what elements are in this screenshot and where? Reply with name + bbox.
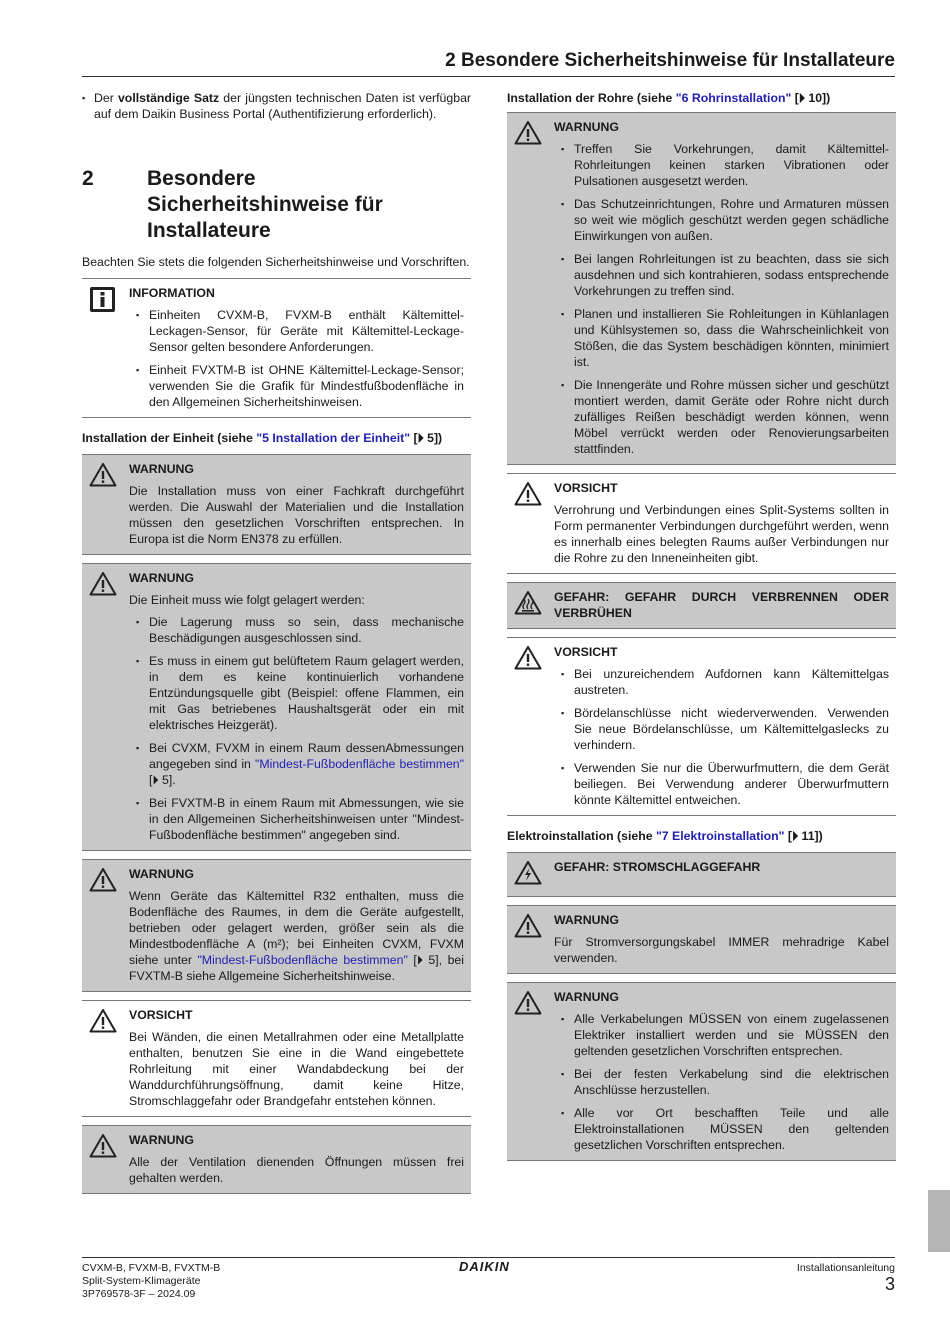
- caution-label: VORSICHT: [129, 1008, 193, 1022]
- danger-label: GEFAHR: STROMSCHLAGGEFAHR: [554, 860, 761, 874]
- chapter-heading: [82, 166, 471, 244]
- warning-icon: [514, 119, 554, 457]
- warning-item: ▪ Bei der festen Verkabelung sind die elektrischen Anschlüsse herzustellen.: [554, 1066, 889, 1098]
- warning-item: ▪ Es muss in einem gut belüftetem Raum gelagert werden, in dem es keine kontinuierlich vorhandene Entzündungsquelle gibt (Beispiel: offene Flammen, ein mit Gas betriebenes Haushaltsgerät oder ein mit elektrisches Heizgerät).: [129, 653, 464, 733]
- chapter-title: Besondere Sicherheitshinweise für Installateure: [147, 167, 383, 242]
- warning-item: ▪ Treffen Sie Vorkehrungen, damit Kältemittel-Rohrleitungen keinen starken Vibrationen oder Pulsationen ausgesetzt werden.: [554, 141, 889, 189]
- right-column: [507, 90, 896, 1169]
- section-heading-suffix: [⏵ 11]): [784, 829, 823, 843]
- info-item: ▪ Einheit FVXTM-B ist OHNE Kältemittel-Leckage-Sensor; verwenden Sie die Grafik für Mindestfußbodenfläche in den Allgemeinen Sicherheitshinweisen.: [129, 362, 464, 410]
- section-heading-prefix: Elektroinstallation (siehe: [507, 829, 656, 843]
- warning-icon: [89, 570, 129, 843]
- footer-product-info: [82, 1262, 220, 1301]
- warning-label: WARNUNG: [129, 571, 194, 585]
- warning-icon: [514, 989, 554, 1153]
- caution-icon: [89, 1007, 129, 1109]
- link-pipe-installation[interactable]: "6 Rohrinstallation": [675, 91, 792, 105]
- caution-text: Bei Wänden, die einen Metallrahmen oder eine Metallplatte enthalten, benutzen Sie eine in die Wand eingebettete Rohrleitung mit einer Wandabdeckung bei der Wanddurchführungsöffnung, damit keine Hitze, Stromschlaggefahr oder Brandgefahr entstehen können.: [129, 1030, 464, 1108]
- warning-text-suffix: [⏵ 5], bei FVXTM-B siehe Allgemeine Sicherheitshinweise.: [129, 953, 464, 983]
- footer-models: CVXM-B, FVXM-B, FVXTM-B: [82, 1262, 221, 1274]
- electric-shock-icon: [514, 859, 554, 889]
- section-heading-electrical-installation: [507, 828, 896, 844]
- warning-item: ▪ Alle Verkabelungen MÜSSEN von einem zugelassenen Elektriker installiert werden und sie MÜSSEN den geltenden gesetzlichen Vorschriften entsprechen.: [554, 1011, 889, 1059]
- hot-surface-icon: [514, 589, 554, 621]
- warning-item-text: Bei CVXM, FVXM in einem Raum dessenAbmessungen angegeben sind in: [149, 741, 464, 771]
- warning-box: [82, 563, 471, 851]
- warning-box: [82, 454, 471, 555]
- warning-box: [82, 1125, 471, 1194]
- daikin-logo: DAIKIN: [459, 1259, 510, 1274]
- warning-label: WARNUNG: [554, 120, 619, 134]
- caution-item: ▪ Bördelanschlüsse nicht wiederverwenden. Verwenden Sie neue Bördelanschlüsse, um Kältemittelgaslecks zu verhindern.: [554, 705, 889, 753]
- footer-doc-type: Installationsanleitung: [796, 1262, 895, 1274]
- warning-item-suffix: [⏵ 5].: [149, 773, 176, 787]
- caution-box: [507, 473, 896, 574]
- caution-icon: [514, 480, 554, 566]
- section-heading-pipe-installation: [507, 90, 896, 106]
- warning-label: WARNUNG: [554, 913, 619, 927]
- caution-item: ▪ Bei unzureichendem Aufdornen kann Kältemittelgas austreten.: [554, 666, 889, 698]
- caution-label: VORSICHT: [554, 481, 618, 495]
- info-item: ▪ Einheiten CVXM-B, FVXM-B enthält Kältemittel-Leckagen-Sensor, für Geräte mit Kältemittel-Leckage-Sensor gelten besondere Anforderungen.: [129, 307, 464, 355]
- caution-box: [507, 637, 896, 816]
- page-number: 3: [884, 1274, 895, 1294]
- warning-box: [507, 982, 896, 1161]
- section-heading-suffix: [⏵ 10]): [791, 91, 831, 105]
- section-heading-suffix: [⏵ 5]): [410, 431, 443, 445]
- link-unit-installation[interactable]: "5 Installation der Einheit": [256, 431, 411, 445]
- warning-item: [129, 740, 464, 788]
- warning-text-prefix: Wenn Geräte das Kältemittel R32 enthalten, muss die Bodenfläche des Raumes, in dem die Geräte aufgestellt, betrieben oder gelagert werden, größer sein als die Mindestbodenfläche A (m²); bei Einheiten CVXM, FVXM siehe unter: [129, 889, 464, 967]
- warning-text: Für Stromversorgungskabel IMMER mehradrige Kabel verwenden.: [554, 935, 889, 965]
- link-electrical-installation[interactable]: "7 Elektroinstallation": [655, 829, 785, 843]
- warning-text: [129, 888, 464, 984]
- warning-item: ▪ Die Innengeräte und Rohre müssen sicher und geschützt montiert werden, damit Geräte oder Rohre nicht durch zufälliges Reißen beschädigt werden können, wenn Möbel verrückt werden oder Renovierungsarbeiten stattfinden.: [554, 377, 889, 457]
- warning-item: ▪ Das Schutzeinrichtungen, Rohre und Armaturen müssen so weit wie möglich geschützt werden gegen schädliche Einwirkungen von außen.: [554, 196, 889, 244]
- warning-item: ▪ Bei langen Rohrleitungen ist zu beachten, dass sie sich ausdehnen und sich kontrahieren, sodass entsprechende Vorkehrungen zu treffen sind.: [554, 251, 889, 299]
- warning-icon: [89, 866, 129, 984]
- footer-doc-number: 3P769578-3F – 2024.09: [82, 1288, 196, 1300]
- warning-label: WARNUNG: [129, 1133, 194, 1147]
- intro-bullet: [82, 90, 471, 122]
- warning-box: [82, 859, 471, 992]
- danger-label: GEFAHR: GEFAHR DURCH VERBRENNEN ODER VERBRÜHEN: [554, 590, 889, 620]
- warning-icon: [89, 461, 129, 547]
- danger-burn-box: [507, 582, 896, 629]
- warning-item: ▪ Alle vor Ort beschafften Teile und alle Elektroinstallationen MÜSSEN den geltenden gesetzlichen Vorschriften entsprechen.: [554, 1105, 889, 1153]
- information-box: [82, 278, 471, 418]
- page-header-title: 2 Besondere Sicherheitshinweise für Installateure: [445, 50, 895, 71]
- chapter-intro-text: Beachten Sie stets die folgenden Sicherheitshinweise und Vorschriften.: [82, 255, 470, 269]
- chapter-side-tab: [928, 1190, 950, 1252]
- warning-item: ▪ Bei FVXTM-B in einem Raum mit Abmessungen, wie sie in den Allgemeinen Sicherheitshinweisen unter "Mindest-Fußbodenfläche bestimmen" angegeben sind.: [129, 795, 464, 843]
- warning-icon: [514, 912, 554, 966]
- warning-item: ▪ Planen und installieren Sie Rohleitungen in Kühlanlagen und Kühlsystemen so, dass die Wahrscheinlichkeit von Stößen, die das System beschädigen könnten, minimiert ist.: [554, 306, 889, 370]
- caution-label: VORSICHT: [554, 645, 618, 659]
- intro-bullet-bold: vollständige Satz: [117, 91, 220, 105]
- intro-bullet-prefix: Der: [94, 91, 118, 105]
- warning-item: ▪ Die Lagerung muss so sein, dass mechanische Beschädigungen ausgeschlossen sind.: [129, 614, 464, 646]
- caution-text: Verrohrung und Verbindungen eines Split-Systems sollten in Form permanenter Verbindungen durchgeführt werden, wenn es innerhalb eines belegten Raums außer Verbindungen nur die Rohre zu den Inneneinheiten gibt.: [554, 503, 889, 565]
- caution-icon: [514, 644, 554, 808]
- warning-text: Die Einheit muss wie folgt gelagert werden:: [129, 593, 365, 607]
- link-min-floor-area[interactable]: "Mindest-Fußbodenfläche bestimmen": [197, 953, 408, 967]
- warning-text: Alle der Ventilation dienenden Öffnungen müssen frei gehalten werden.: [129, 1155, 464, 1185]
- warning-icon: [89, 1132, 129, 1186]
- warning-label: WARNUNG: [129, 462, 194, 476]
- chapter-number: 2: [82, 167, 94, 190]
- footer-product-type: Split-System-Klimageräte: [82, 1275, 201, 1287]
- warning-label: WARNUNG: [554, 990, 619, 1004]
- caution-box: [82, 1000, 471, 1117]
- left-column: [82, 90, 471, 1202]
- warning-text: Die Installation muss von einer Fachkraft durchgeführt werden. Die Auswahl der Materialien und die Installation müssen den gesetzlichen Vorschriften entsprechen. In Europa ist die Norm EN378 zu erfüllen.: [129, 484, 464, 546]
- information-icon: [89, 285, 129, 410]
- caution-item: ▪ Verwenden Sie nur die Überwurfmuttern, die dem Gerät beiliegen. Bei Verwendung anderer Überwurfmuttern könnte Kältemittel entweichen.: [554, 760, 889, 808]
- warning-box: [507, 905, 896, 974]
- intro-bullet-suffix: der jüngsten technischen Daten ist verfügbar auf dem Daikin Business Portal (Authentifizierung erforderlich).: [94, 91, 472, 121]
- section-heading-unit-installation: [82, 430, 471, 446]
- warning-label: WARNUNG: [129, 867, 194, 881]
- section-heading-prefix: Installation der Einheit (siehe: [82, 431, 257, 445]
- danger-electric-box: [507, 852, 896, 897]
- header-rule: [82, 76, 895, 77]
- warning-box: [507, 112, 896, 465]
- footer-rule: [82, 1257, 895, 1258]
- section-heading-prefix: Installation der Rohre (siehe: [507, 91, 676, 105]
- link-min-floor-area[interactable]: "Mindest-Fußbodenfläche bestimmen": [255, 757, 464, 771]
- information-label: INFORMATION: [129, 286, 215, 300]
